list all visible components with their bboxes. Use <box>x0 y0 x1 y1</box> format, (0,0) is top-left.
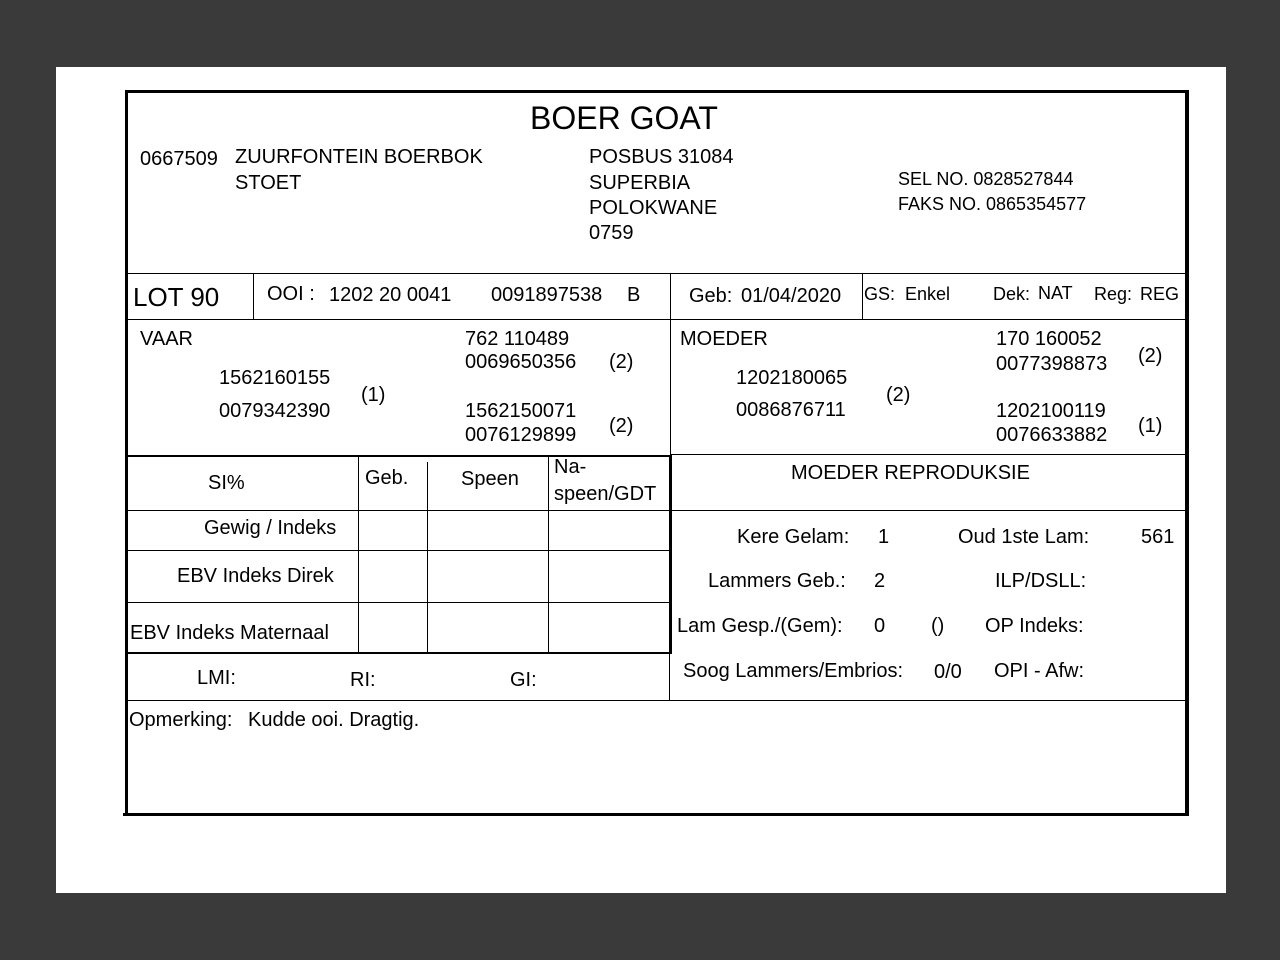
breeder-name-line1: ZUURFONTEIN BOERBOK <box>235 146 483 168</box>
lam-gesp-label: Lam Gesp./(Gem): <box>677 615 843 637</box>
si-row-ebv-maternaal: EBV Indeks Maternaal <box>130 622 329 644</box>
dam-id: 1202180065 <box>736 367 848 389</box>
divider-pedigree-left <box>127 455 671 457</box>
divider-lot <box>127 319 1187 320</box>
sire-dam-reg: 0076129899 <box>465 424 577 446</box>
dam-dam-grade: (1) <box>1138 415 1163 437</box>
dam-dam-reg: 0076633882 <box>996 424 1108 446</box>
oud-label: Oud 1ste Lam: <box>958 526 1090 548</box>
dam-sire-reg: 0077398873 <box>996 353 1108 375</box>
geb-value: 01/04/2020 <box>741 285 842 307</box>
si-col-line-2 <box>427 462 428 652</box>
si-row-gewig: Gewig / Indeks <box>204 517 337 539</box>
sire-dam-id: 1562150071 <box>465 400 577 422</box>
opi-label: OPI - Afw: <box>994 660 1085 682</box>
card-border-bottom <box>123 813 1188 816</box>
kere-gelam-value: 1 <box>878 526 890 548</box>
lmi-label: LMI: <box>197 667 236 689</box>
card-border-top <box>125 90 1189 93</box>
gi-label: GI: <box>510 669 537 691</box>
lot-number: LOT 90 <box>133 282 220 312</box>
cell-number: SEL NO. 0828527844 <box>898 169 1074 189</box>
si-col-line-1 <box>358 457 359 652</box>
lammers-geb-value: 2 <box>874 570 886 592</box>
sire-reg: 0079342390 <box>219 400 331 422</box>
breeder-name-line2: STOET <box>235 172 302 194</box>
dam-dam-id: 1202100119 <box>996 400 1106 422</box>
sire-id: 1562160155 <box>219 367 331 389</box>
address-line-4: 0759 <box>589 222 634 244</box>
lot-cell-divider-2 <box>670 273 671 319</box>
si-row-line-1 <box>127 510 671 511</box>
repro-header: MOEDER REPRODUKSIE <box>791 462 1030 484</box>
oud-value: 561 <box>1141 526 1175 548</box>
soog-label: Soog Lammers/Embrios: <box>683 660 904 682</box>
dam-sire-grade: (2) <box>1138 345 1163 367</box>
ooi-label: OOI : <box>267 283 315 305</box>
ilp-label: ILP/DSLL: <box>995 570 1087 592</box>
sire-dam-grade: (2) <box>609 415 634 437</box>
ooi-reg: 0091897538 <box>491 284 603 306</box>
gs-label: GS: <box>864 284 896 304</box>
kere-gelam-label: Kere Gelam: <box>737 526 850 548</box>
fax-number: FAKS NO. 0865354577 <box>898 194 1087 214</box>
lot-cell-divider-1 <box>253 273 254 319</box>
remarks-text: Kudde ooi. Dragtig. <box>248 709 420 731</box>
card-border-left <box>125 90 128 816</box>
si-row-ebv-direk: EBV Indeks Direk <box>177 565 334 587</box>
repro-header-line <box>672 510 1187 511</box>
ri-label: RI: <box>350 669 376 691</box>
si-row-line-2 <box>127 550 671 551</box>
dek-value: NAT <box>1038 283 1073 303</box>
gs-value: Enkel <box>905 284 951 304</box>
address-line-3: POLOKWANE <box>589 197 718 219</box>
soog-value: 0/0 <box>934 661 962 683</box>
ooi-id: 1202 20 0041 <box>329 284 452 306</box>
address-line-2: SUPERBIA <box>589 172 691 194</box>
sire-sire-grade: (2) <box>609 351 634 373</box>
si-col-geb: Geb. <box>365 467 409 489</box>
remarks-label: Opmerking: <box>129 709 233 731</box>
dam-reg: 0086876711 <box>736 399 846 421</box>
si-table-bottom <box>127 652 671 654</box>
dam-sire-id: 170 160052 <box>996 328 1102 350</box>
dek-label: Dek: <box>993 284 1031 304</box>
divider-remarks <box>127 700 1187 701</box>
divider-pedigree-right <box>671 454 1187 455</box>
lammers-geb-label: Lammers Geb.: <box>708 570 846 592</box>
lam-gesp-gem: () <box>931 615 945 637</box>
card-border-right <box>1185 90 1189 816</box>
breeder-number: 0667509 <box>140 148 218 170</box>
si-col-naspeen-1: Na- <box>554 456 587 478</box>
indices-left-divider <box>669 654 670 700</box>
sire-grade: (1) <box>361 384 386 406</box>
divider-header <box>127 273 1187 274</box>
si-table-right-border <box>669 455 672 654</box>
card-title: BOER GOAT <box>530 100 718 136</box>
sire-sire-id: 762 110489 <box>465 328 570 350</box>
sire-label: VAAR <box>140 328 193 350</box>
si-row-line-3 <box>127 602 671 603</box>
address-line-1: POSBUS 31084 <box>589 146 734 168</box>
lam-gesp-value: 0 <box>874 615 886 637</box>
si-col-speen: Speen <box>461 468 519 490</box>
lot-cell-divider-3 <box>862 273 863 319</box>
si-col-naspeen-2: speen/GDT <box>554 483 657 505</box>
op-label: OP Indeks: <box>985 615 1084 637</box>
si-corner-label: SI% <box>208 472 245 494</box>
geb-label: Geb: <box>689 285 733 307</box>
dam-grade: (2) <box>886 384 911 406</box>
ooi-grade: B <box>627 284 641 306</box>
reg-value: REG <box>1140 284 1180 304</box>
sire-sire-reg: 0069650356 <box>465 351 577 373</box>
dam-label: MOEDER <box>680 328 768 350</box>
reg-label: Reg: <box>1094 284 1133 304</box>
pedigree-center-divider <box>670 319 671 455</box>
si-col-line-3 <box>548 457 549 652</box>
